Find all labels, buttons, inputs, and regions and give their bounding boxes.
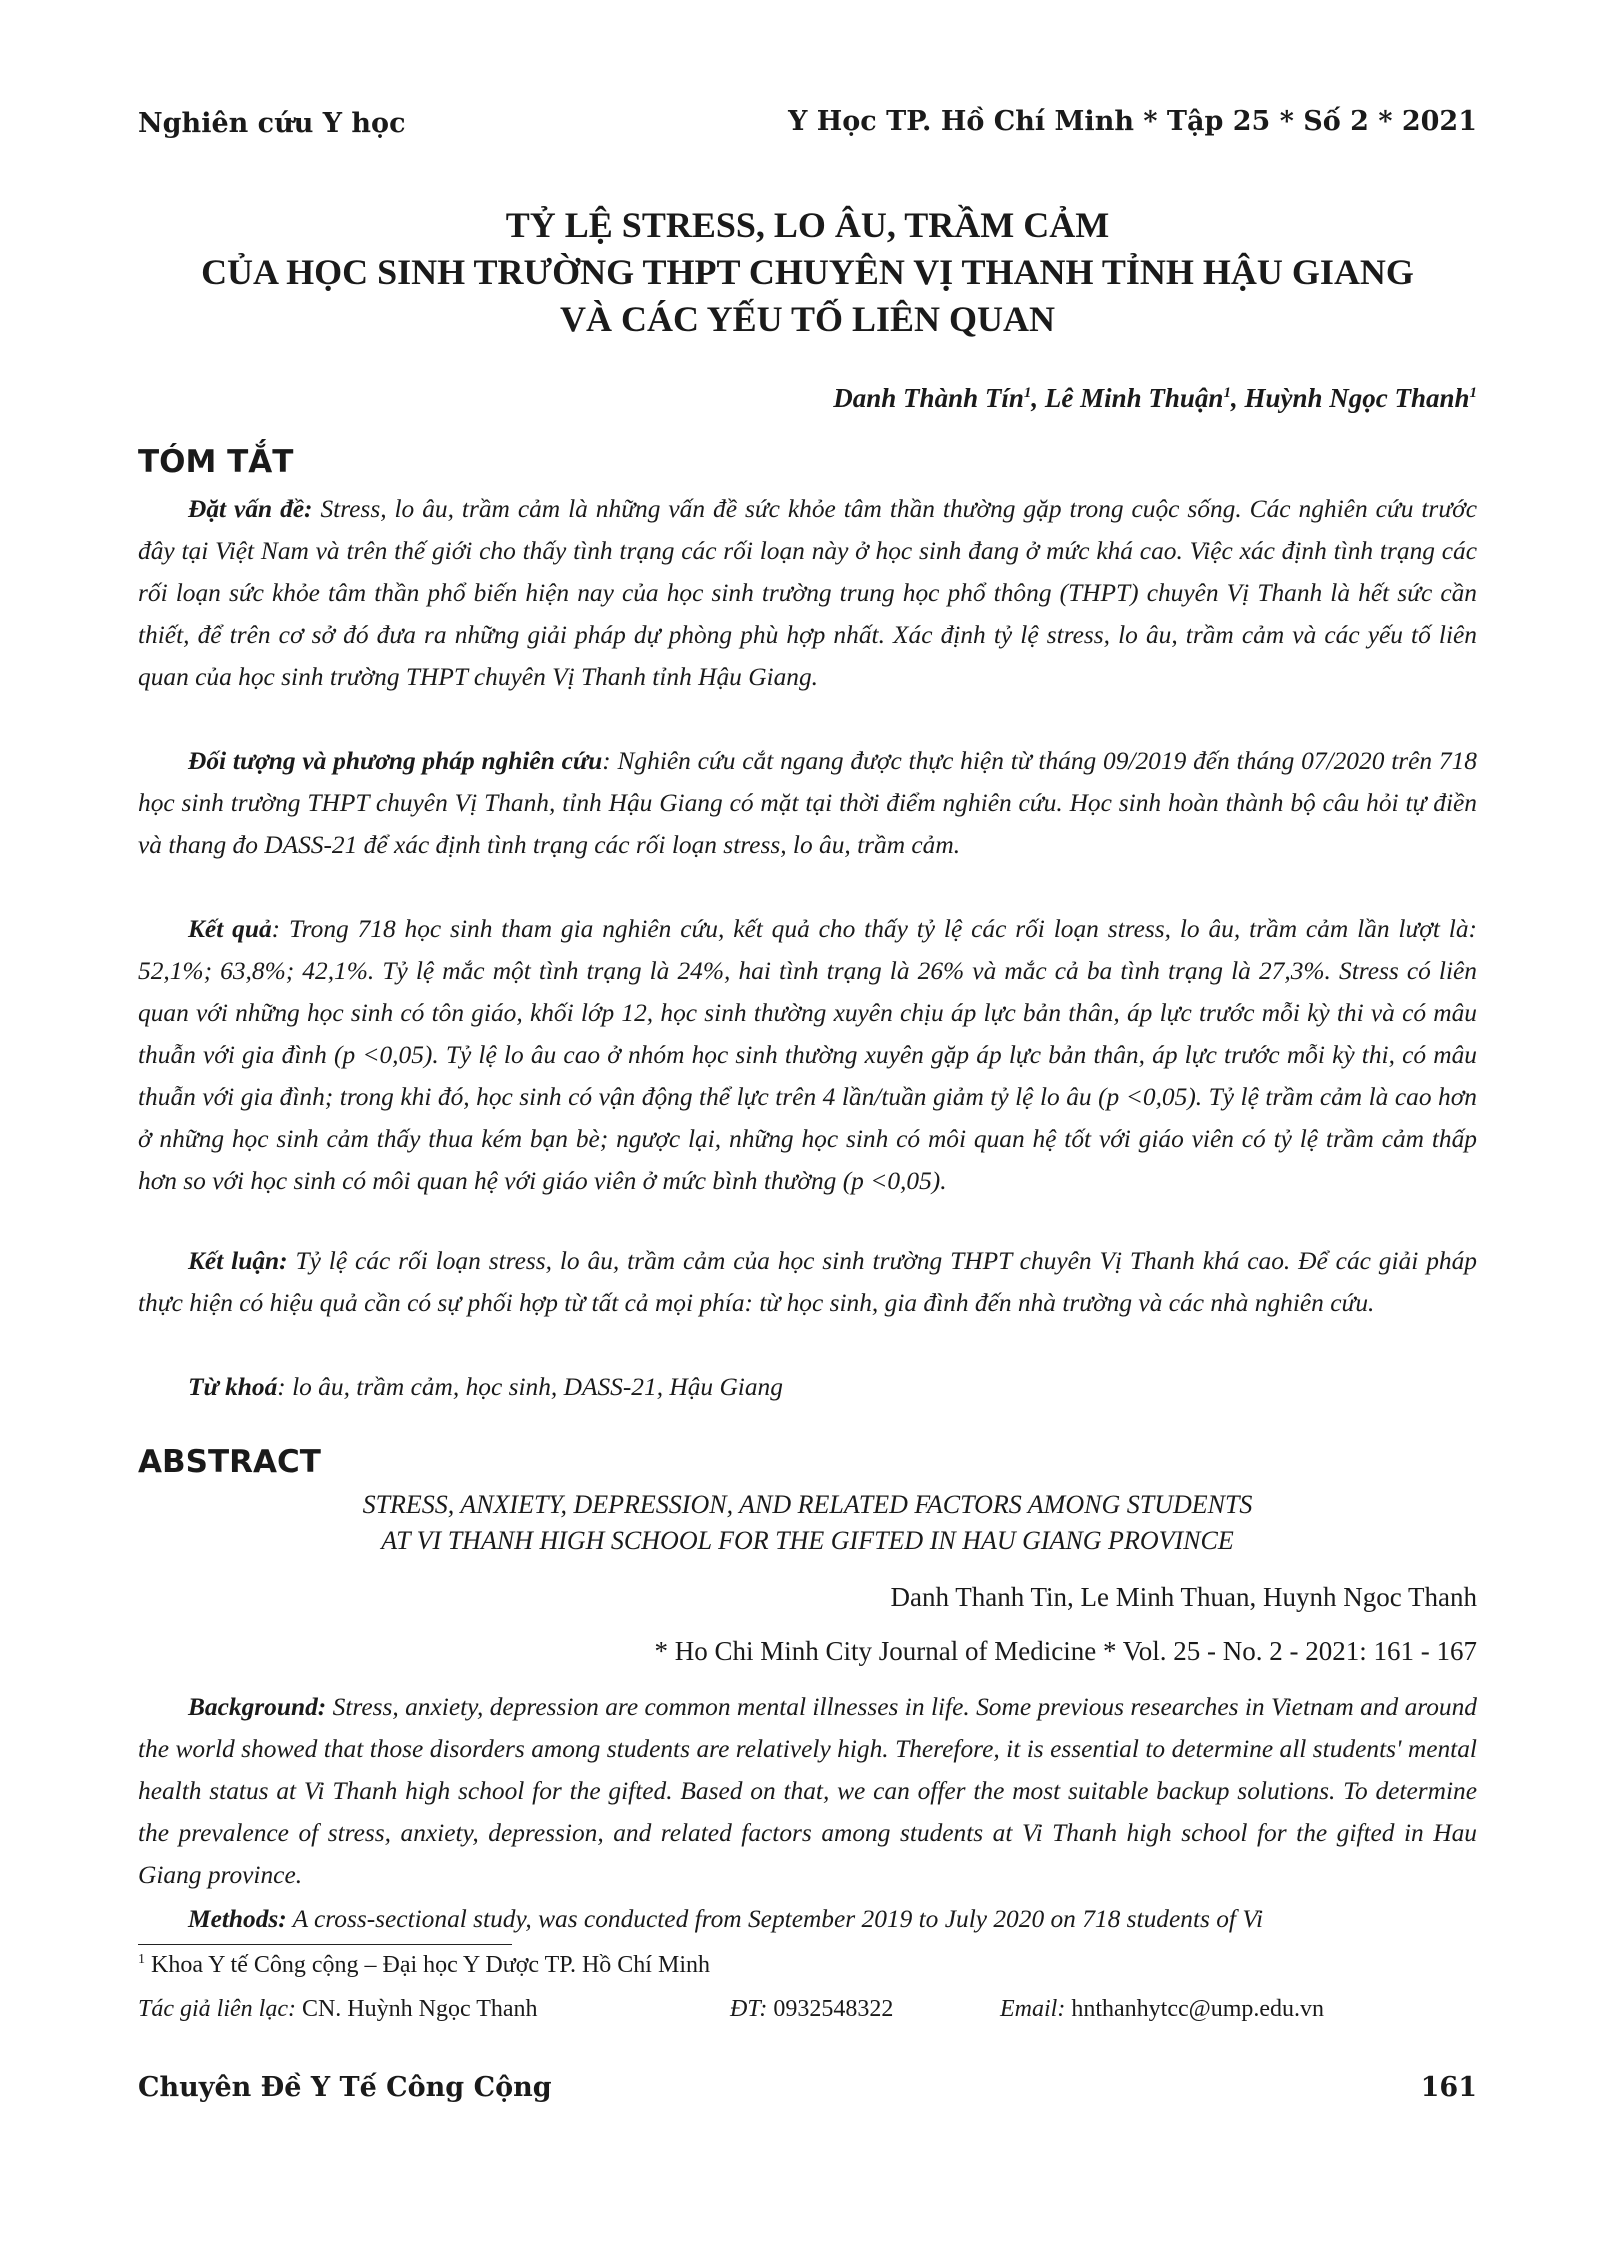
paragraph-text: : Trong 718 học sinh tham gia nghiên cứu, kết quả cho thấy tỷ lệ các rối loạn stress, lo âu, trầm cảm lần lượt là: 52,1%; 63,8%; 42,1%. Tỷ lệ mắc một tình trạng là 24%, hai tình trạng là 26% và mắc cả ba tình trạng là 27,3%. Stress có liên quan với những học sinh có tôn giáo, khối lớp 12, học sinh thường xuyên chịu áp lực bản thân, áp lực trước mỗi kỳ thi và có mâu thuẫn với gia đình (p <0,05). Tỷ lệ lo âu cao ở nhóm học sinh thường xuyên gặp áp lực bản thân, áp lực trước mỗi kỳ thi, có mâu thuẫn với gia đình; trong khi đó, học sinh có vận động thể lực trên 4 lần/tuần giảm tỷ lệ lo âu (p <0,05). Tỷ lệ trầm cảm là cao hơn ở những học sinh cảm thấy thua kém bạn bè; ngược lại, những học sinh có môi quan hệ tốt với giáo viên có tỷ lệ trầm cảm thấp hơn so với học sinh có môi quan hệ với giáo viên ở mức bình thường (p <0,05). [138,915,1477,1195]
abstract-en-methods [138,1898,1477,1940]
paragraph-text: Stress, anxiety, depression are common mental illnesses in life. Some previous researches in Vietnam and around the world showed that those disorders among students are relatively high. Therefore, it is essential to determine all students' mental health status at Vi Thanh high school for the gifted. Based on that, we can offer the most suitable backup solutions. To determine the prevalence of stress, anxiety, depression, and related factors among students at Vi Thanh high school for the gifted in Hau Giang province. [138,1693,1477,1889]
journal-citation: * Ho Chi Minh City Journal of Medicine * Vol. 25 - No. 2 - 2021: 161 - 167 [654,1636,1477,1666]
author-name: Huỳnh Ngọc Thanh [1244,383,1470,413]
contact-email: Email: hnthanhytcc@ump.edu.vn [1000,1996,1325,2022]
contact-phone: ĐT: 0932548322 [730,1996,894,2022]
footnote-divider [138,1944,512,1945]
title-line: STRESS, ANXIETY, DEPRESSION, AND RELATED FACTORS AMONG STUDENTS [362,1490,1253,1519]
abstract-en-background [138,1686,1477,1896]
abstract-vn-background [138,488,1477,698]
paragraph-text: A cross-sectional study, was conducted from September 2019 to July 2020 on 718 students of Vi [286,1905,1264,1933]
section-heading-tomtat: TÓM TẮT [138,444,294,480]
footnote-affiliation: $^1$ Khoa Y tế Công cộng – Đại học Y Dược TP. Hồ Chí Minh [138,1952,710,1978]
author-name: Lê Minh Thuận [1044,383,1224,413]
page-number: 161 [1420,2072,1477,2103]
title-line: TỶ LỆ STRESS, LO ÂU, TRẦM CẢM [505,205,1110,245]
abstract-vn-results [138,908,1477,1202]
title-line: CỦA HỌC SINH TRƯỜNG THPT CHUYÊN VỊ THANH TỈNH HẬU GIANG [201,252,1414,292]
paragraph-label: Kết quả [188,915,272,943]
paragraph-text: : Nghiên cứu cắt ngang được thực hiện từ tháng 09/2019 đến tháng 07/2020 trên 718 học sinh trường THPT chuyên Vị Thanh, tỉnh Hậu Giang có mặt tại thời điểm nghiên cứu. Học sinh hoàn thành bộ câu hỏi tự điền và thang đo DASS-21 để xác định tình trạng các rối loạn stress, lo âu, trầm cảm. [138,747,1477,859]
affiliation-mark: 1 [1023,385,1032,401]
paragraph-text: : lo âu, trầm cảm, học sinh, DASS-21, Hậu Giang [277,1373,783,1401]
paragraph-label: Background: [188,1693,327,1721]
abstract-vn-methods [138,740,1477,866]
paragraph-label: Kết luận: [188,1247,288,1275]
paragraph-label: Đối tượng và phương pháp nghiên cứu [188,747,603,775]
affiliation-mark: 1 [1469,385,1477,401]
paragraph-text: Tỷ lệ các rối loạn stress, lo âu, trầm cảm của học sinh trường THPT chuyên Vị Thanh khá cao. Để các giải pháp thực hiện có hiệu quả cần có sự phối hợp từ tất cả mọi phía: từ học sinh, gia đình đến nhà trường và các nhà nghiên cứu. [138,1247,1477,1317]
abstract-vn-conclusion [138,1240,1477,1324]
contact-author: Tác giả liên lạc: CN. Huỳnh Ngọc Thanh [138,1996,538,2022]
author-name: Danh Thành Tín [833,383,1024,413]
running-footer-left: Chuyên Đề Y Tế Công Cộng [138,2072,552,2103]
author-list-en: Danh Thanh Tin, Le Minh Thuan, Huynh Ngoc Thanh [890,1582,1477,1612]
paragraph-label: Từ khoá [188,1373,278,1401]
affiliation-mark: 1 [138,1952,145,1967]
affiliation-mark: 1 [1223,385,1231,401]
paragraph-label: Đặt vấn đề: [188,495,313,523]
running-header-left: Nghiên cứu Y học [138,108,406,139]
title-line: AT VI THANH HIGH SCHOOL FOR THE GIFTED IN HAU GIANG PROVINCE [381,1526,1234,1555]
paragraph-label: Methods: [188,1905,287,1933]
paragraph-text: Stress, lo âu, trầm cảm là những vấn đề sức khỏe tâm thần thường gặp trong cuộc sống. Các nghiên cứu trước đây tại Việt Nam và trên thế giới cho thấy tình trạng các rối loạn này ở học sinh đang ở mức khá cao. Việc xác định tình trạng các rối loạn sức khỏe tâm thần phổ biến hiện nay của học sinh trường trung học phổ thông (THPT) chuyên Vị Thanh là hết sức cần thiết, để trên cơ sở đó đưa ra những giải pháp dự phòng phù hợp nhất. Xác định tỷ lệ stress, lo âu, trầm cảm và các yếu tố liên quan của học sinh trường THPT chuyên Vị Thanh tỉnh Hậu Giang. [138,495,1477,691]
english-title [0,1487,1615,1559]
paper-title [0,202,1615,343]
title-line: VÀ CÁC YẾU TỐ LIÊN QUAN [559,299,1056,339]
section-heading-abstract: ABSTRACT [138,1444,321,1480]
abstract-vn-keywords [138,1366,1477,1408]
author-list-vn: Danh Thành Tín$^1$, Lê Minh Thuận$^1$, Huỳnh Ngọc Thanh$^1$ [833,383,1477,413]
running-header-right: Y Học TP. Hồ Chí Minh * Tập 25 * Số 2 * 2021 [788,106,1477,137]
